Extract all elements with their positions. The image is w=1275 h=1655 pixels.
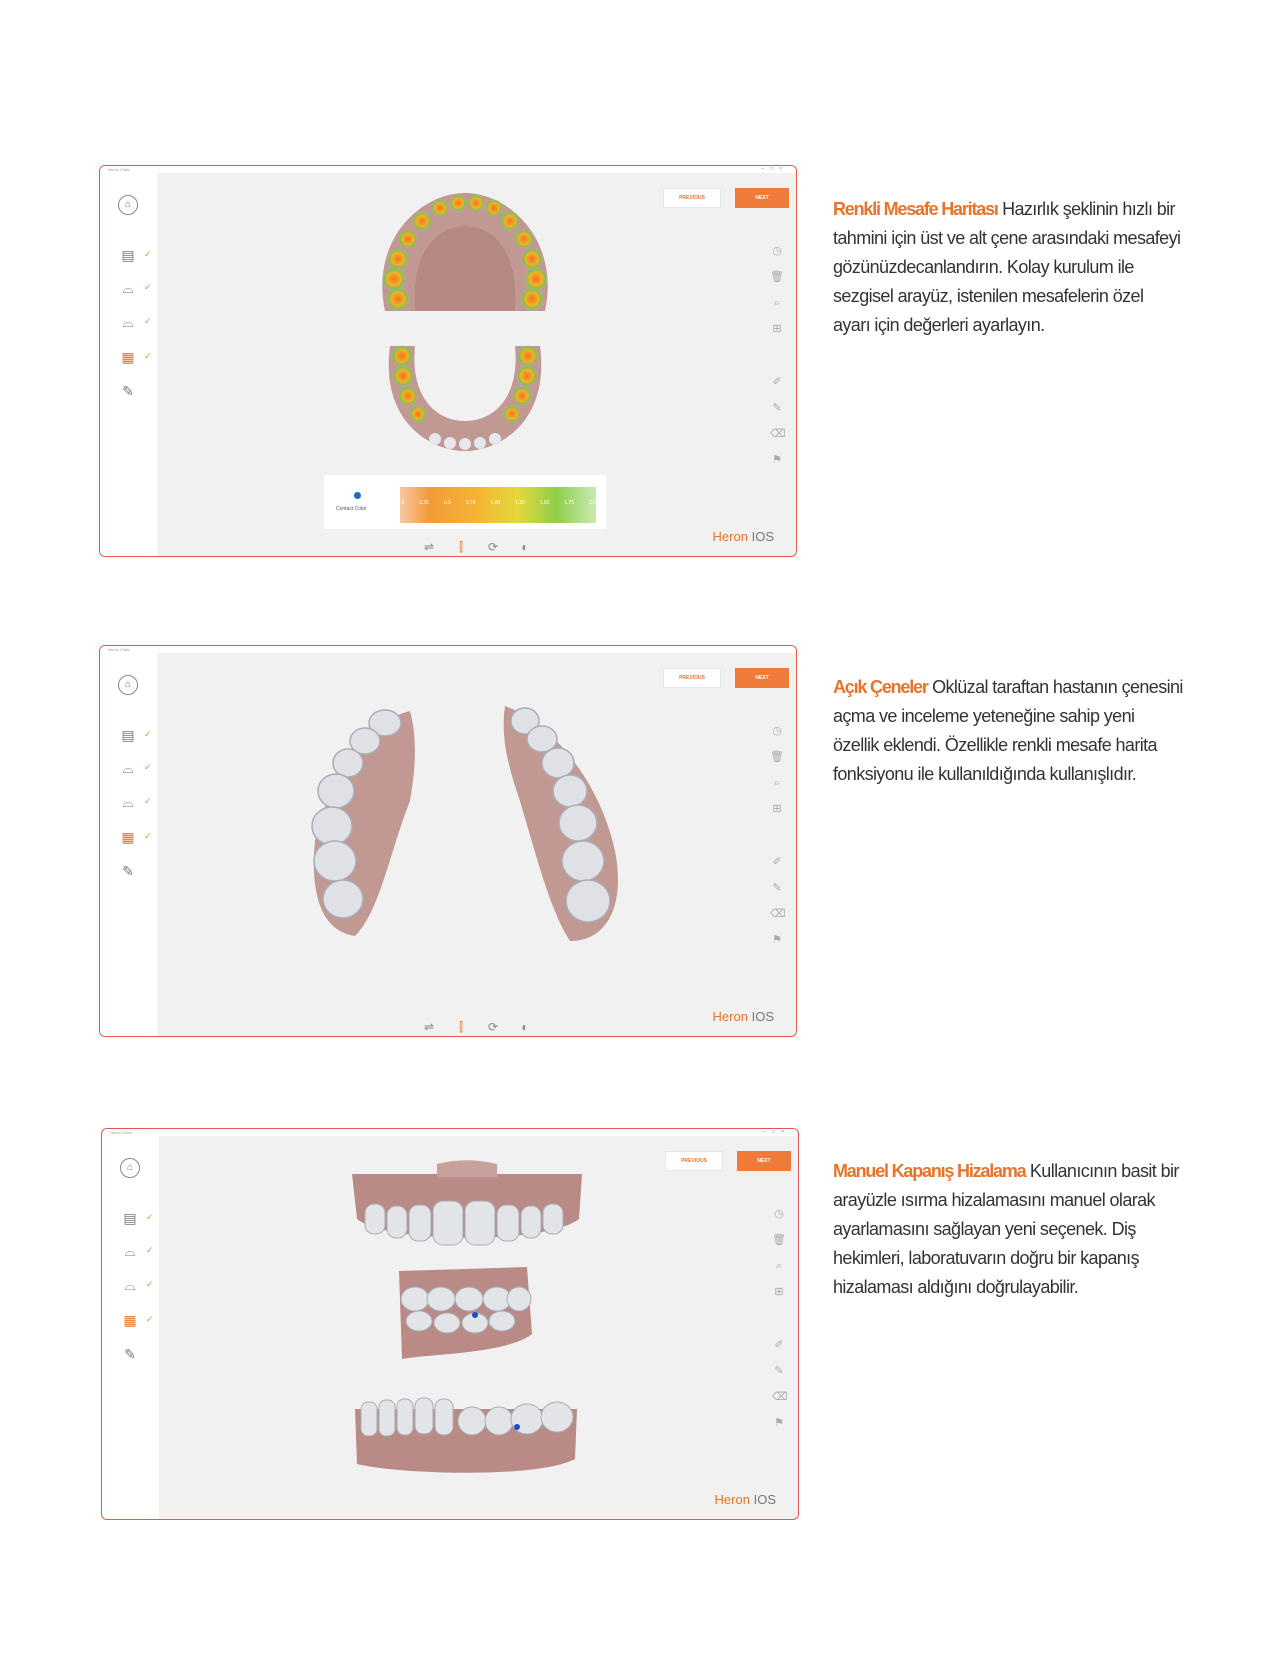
home-icon[interactable]: ⌂ xyxy=(120,1158,140,1178)
next-button[interactable]: NEXT xyxy=(735,668,789,688)
analysis-icon[interactable]: ✎ xyxy=(122,863,134,879)
pen-icon[interactable]: ✎ xyxy=(772,882,782,894)
brush-icon[interactable]: ✐ xyxy=(772,376,782,388)
sidebar xyxy=(100,173,157,556)
upper-jaw-icon[interactable]: ⌓ xyxy=(122,280,134,296)
lower-jaw-icon[interactable]: ⌓ xyxy=(124,1277,136,1293)
upper-jaw-icon[interactable]: ⌓ xyxy=(122,760,134,776)
flag-icon[interactable]: ⚑ xyxy=(772,934,782,946)
check-icon: ✓ xyxy=(144,282,152,292)
search-icon[interactable]: ⌕ xyxy=(775,1260,783,1272)
bite-icon[interactable]: ▦ xyxy=(121,349,135,365)
brush-icon[interactable]: ✐ xyxy=(774,1339,784,1351)
brand-main: Heron xyxy=(714,1492,750,1507)
section-title: Açık Çeneler xyxy=(833,677,928,697)
align-icon[interactable]: ⇌ xyxy=(423,540,435,554)
sidebar xyxy=(100,653,157,1036)
window-controls[interactable]: –□× xyxy=(763,1129,790,1135)
previous-button[interactable]: PREVIOUS xyxy=(663,668,721,688)
screenshot-manual-bite-alignment xyxy=(101,1128,799,1520)
check-icon: ✓ xyxy=(144,729,152,739)
bite-icon[interactable]: ▦ xyxy=(121,829,135,845)
window-title: Heron Clinic xyxy=(110,1130,132,1135)
brand-sub: IOS xyxy=(753,1492,776,1507)
window-title: Heron Clinic xyxy=(108,167,130,172)
check-icon: ✓ xyxy=(146,1279,154,1289)
brand-sub: IOS xyxy=(751,529,774,544)
window-titlebar xyxy=(100,646,796,653)
sidebar xyxy=(102,1136,159,1519)
trash-icon[interactable]: 🗑 xyxy=(770,751,784,763)
brand-sub: IOS xyxy=(751,1009,774,1024)
history-icon[interactable]: ◷ xyxy=(774,1208,784,1220)
rotate-icon[interactable]: ⟳ xyxy=(487,1020,499,1034)
analysis-icon[interactable]: ✎ xyxy=(124,1346,136,1362)
jaw-heatmap-view[interactable] xyxy=(370,181,560,461)
check-icon: ✓ xyxy=(144,249,152,259)
home-icon[interactable]: ⌂ xyxy=(118,195,138,215)
legend-tick: 1.25 xyxy=(515,500,525,506)
prescription-icon[interactable]: ▤ xyxy=(121,247,135,263)
pen-icon[interactable]: ✎ xyxy=(774,1365,784,1377)
window-controls[interactable]: –□× xyxy=(761,166,788,172)
legend-tick: 0.5 xyxy=(443,500,451,506)
flag-icon[interactable]: ⚑ xyxy=(774,1417,784,1429)
check-icon: ✓ xyxy=(144,351,152,361)
section-description-2 xyxy=(833,673,1183,789)
window-titlebar xyxy=(100,166,796,173)
upper-jaw-icon[interactable]: ⌓ xyxy=(124,1243,136,1259)
window-titlebar xyxy=(102,1129,798,1136)
next-button[interactable]: NEXT xyxy=(737,1151,791,1171)
trash-icon[interactable]: 🗑 xyxy=(770,271,784,283)
screenshot-open-jaws xyxy=(99,645,797,1037)
check-icon: ✓ xyxy=(146,1212,154,1222)
search-icon[interactable]: ⌕ xyxy=(773,777,781,789)
legend-tick: 0.25 xyxy=(419,500,430,506)
lower-jaw-icon[interactable]: ⌓ xyxy=(122,794,134,810)
align-icon[interactable]: ⇌ xyxy=(423,1020,435,1034)
bottom-toolbar xyxy=(413,538,541,554)
grid-icon[interactable]: ⊞ xyxy=(774,1286,784,1298)
toggle-icon[interactable]: ◐ xyxy=(521,540,529,554)
analysis-icon[interactable]: ✎ xyxy=(122,383,134,399)
pen-icon[interactable]: ✎ xyxy=(772,402,782,414)
previous-button[interactable]: PREVIOUS xyxy=(663,188,721,208)
brand-logo xyxy=(713,1009,774,1024)
grid-icon[interactable]: ⊞ xyxy=(772,323,782,335)
brand-main: Heron xyxy=(712,1009,748,1024)
section-description-1 xyxy=(833,195,1183,340)
lower-jaw-icon[interactable]: ⌓ xyxy=(122,314,134,330)
brand-logo xyxy=(713,529,774,544)
check-icon: ✓ xyxy=(146,1314,154,1324)
history-icon[interactable]: ◷ xyxy=(772,245,782,257)
check-icon: ✓ xyxy=(144,316,152,326)
legend-tick: 0.75 xyxy=(465,500,476,506)
check-icon: ✓ xyxy=(146,1245,154,1255)
check-icon: ✓ xyxy=(144,796,152,806)
legend-tick: -0 xyxy=(400,500,405,506)
eraser-icon[interactable]: ⌫ xyxy=(770,428,786,440)
grid-icon[interactable]: ⊞ xyxy=(772,803,782,815)
legend-tick: 2.0 xyxy=(588,500,596,506)
window-title: Heron Clinic xyxy=(108,647,130,652)
section-title: Renkli Mesafe Haritası xyxy=(833,199,998,219)
brush-icon[interactable]: ✐ xyxy=(772,856,782,868)
section-title: Manuel Kapanış Hizalama xyxy=(833,1161,1026,1181)
history-icon[interactable]: ◷ xyxy=(772,725,782,737)
previous-button[interactable]: PREVIOUS xyxy=(665,1151,723,1171)
flag-icon[interactable]: ⚑ xyxy=(772,454,782,466)
legend-tick: 1.00 xyxy=(490,500,501,506)
legend-tick: 1.75 xyxy=(564,500,575,506)
screenshot-color-distance-map xyxy=(99,165,797,557)
eraser-icon[interactable]: ⌫ xyxy=(770,908,786,920)
brand-logo xyxy=(715,1492,776,1507)
open-jaws-view[interactable] xyxy=(310,701,630,951)
split-icon[interactable]: ⫿ xyxy=(459,1020,463,1034)
trash-icon[interactable]: 🗑 xyxy=(772,1234,786,1246)
check-icon: ✓ xyxy=(144,762,152,772)
next-button[interactable]: NEXT xyxy=(735,188,789,208)
bite-icon[interactable]: ▦ xyxy=(123,1312,137,1328)
search-icon[interactable]: ⌕ xyxy=(773,297,781,309)
legend-ticks xyxy=(400,500,596,506)
toggle-icon[interactable]: ◐ xyxy=(521,1020,529,1034)
bottom-toolbar xyxy=(413,1018,541,1034)
contact-color-dot[interactable] xyxy=(354,492,361,499)
bite-alignment-view[interactable] xyxy=(347,1159,587,1489)
legend-tick: 1.50 xyxy=(539,500,550,506)
check-icon: ✓ xyxy=(144,831,152,841)
rotate-icon[interactable]: ⟳ xyxy=(487,540,499,554)
split-icon[interactable]: ⫿ xyxy=(459,540,463,554)
section-description-3 xyxy=(833,1157,1183,1302)
section-body: Hazırlık şeklinin hızlı bir tahmini için üst ve alt çene arasındaki mesafeyi gözünüzdecanlandırın. Kolay kurulum ile sezgisel arayüz, istenilen mesafelerin özel ayarı için değerleri ayarlayın. xyxy=(833,199,1181,335)
section-body: Kullanıcının basit bir arayüzle ısırma hizalamasını manuel olarak ayarlamasını sağlayan yeni seçenek. Diş hekimleri, laboratuvarın doğru bir kapanış hizalaması aldığını doğrulayabilir. xyxy=(833,1161,1179,1297)
section-body: Oklüzal taraftan hastanın çenesini açma ve inceleme yeteneğine sahip yeni özellik eklendi. Özellikle renkli mesafe harita fonksiyonu ile kullanıldığında kullanışlıdır. xyxy=(833,677,1183,784)
eraser-icon[interactable]: ⌫ xyxy=(772,1391,788,1403)
prescription-icon[interactable]: ▤ xyxy=(123,1210,137,1226)
home-icon[interactable]: ⌂ xyxy=(118,675,138,695)
contact-color-legend xyxy=(324,475,606,529)
prescription-icon[interactable]: ▤ xyxy=(121,727,135,743)
legend-label: Contact Color xyxy=(336,506,367,512)
brand-main: Heron xyxy=(712,529,748,544)
